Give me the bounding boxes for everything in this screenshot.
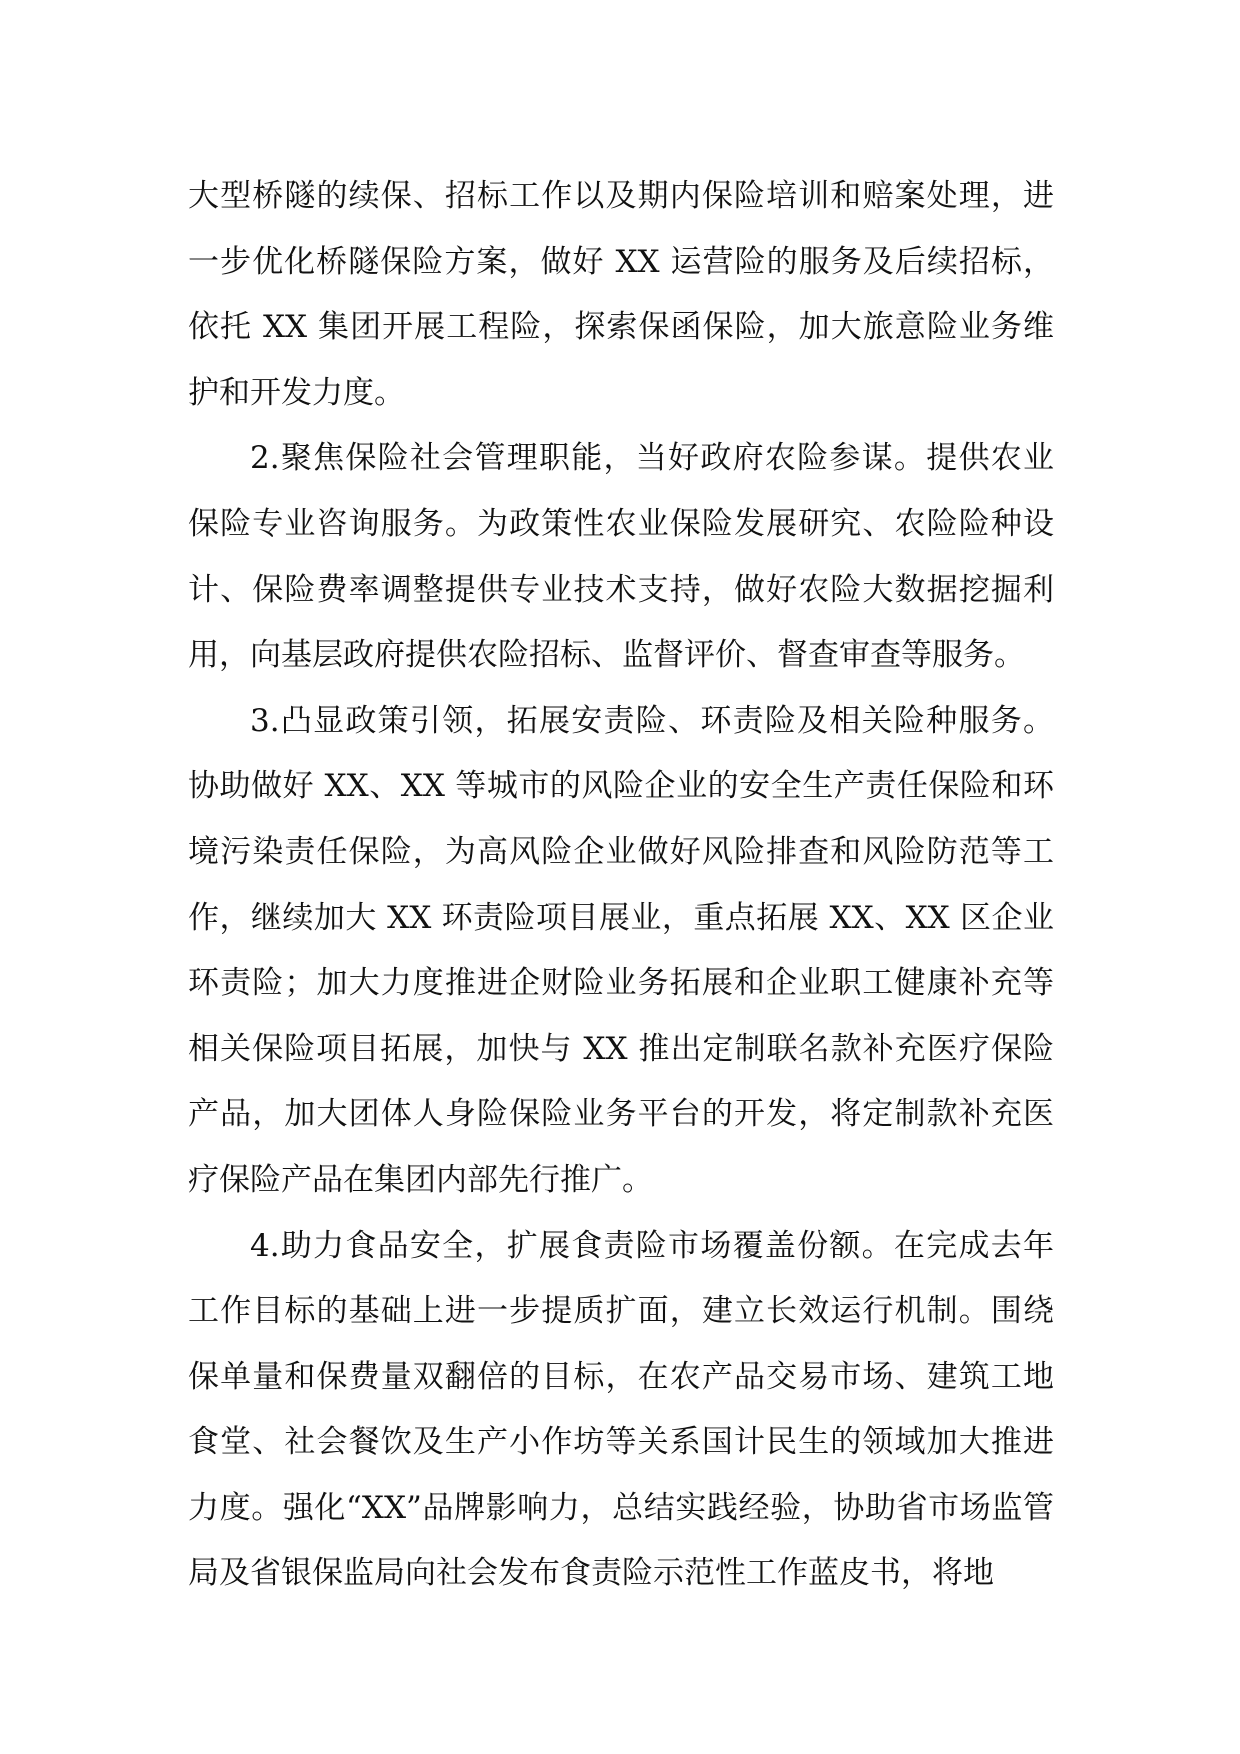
paragraph-item-2: 2.聚焦保险社会管理职能，当好政府农险参谋。提供农业保险专业咨询服务。为政策性农业保险发展研究、农险险种设计、保险费率调整提供专业技术支持，做好农险大数据挖掘利用，向基层政府提供农险招标、监督评价、督查审查等服务。 — [188, 440, 1054, 674]
document-body — [188, 164, 1054, 1607]
paragraph-item-4: 4.助力食品安全，扩展食责险市场覆盖份额。在完成去年工作目标的基础上进一步提质扩面，建立长效运行机制。围绕保单量和保费量双翻倍的目标，在农产品交易市场、建筑工地食堂、社会餐饮及生产小作坊等关系国计民生的领域加大推进力度。强化“XX”品牌影响力，总结实践经验，协助省市场监管局及省银保监局向社会发布食责险示范性工作蓝皮书，将地 — [188, 1227, 1054, 1592]
paragraph-continued: 大型桥隧的续保、招标工作以及期内保险培训和赔案处理，进一步优化桥隧保险方案，做好 XX 运营险的服务及后续招标，依托 XX 集团开展工程险，探索保函保险，加大旅意险业务维护和开发力度。 — [188, 178, 1054, 411]
paragraph-item-3: 3.凸显政策引领，拓展安责险、环责险及相关险种服务。协助做好 XX、XX 等城市的风险企业的安全生产责任保险和环境污染责任保险，为高风险企业做好风险排查和风险防范等工作，继续加大 XX 环责险项目展业，重点拓展 XX、XX 区企业环责险；加大力度推进企财险业务拓展和企业职工健康补充等相关保险项目拓展，加快与 XX 推出定制联名款补充医疗保险产品，加大团体人身险保险业务平台的开发，将定制款补充医疗保险产品在集团内部先行推广。 — [188, 702, 1054, 1198]
